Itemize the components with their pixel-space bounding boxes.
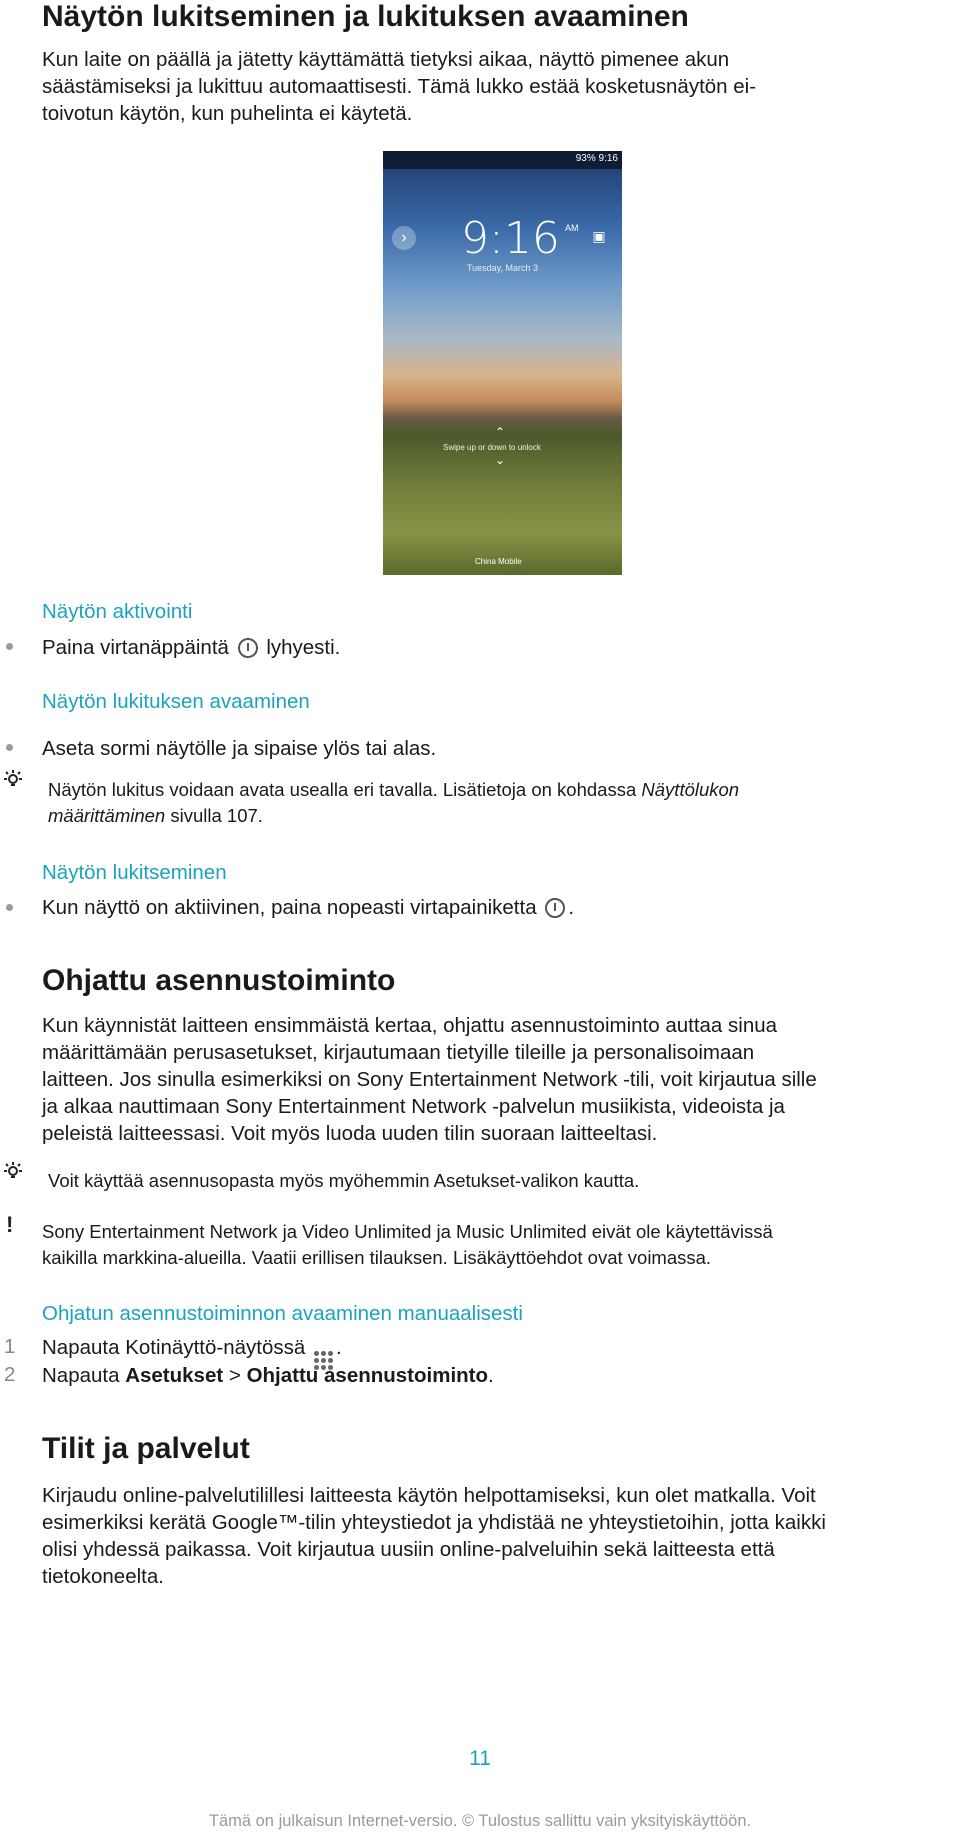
section-title: Näytön lukitseminen ja lukituksen avaaminen — [42, 0, 689, 33]
setup-paragraph — [42, 1012, 817, 1147]
camera-icon[interactable]: ▣ — [592, 228, 606, 244]
lock-step: Kun näyttö on aktiivinen, paina nopeasti virtapainiketta . — [42, 896, 575, 919]
step-2: Napauta Asetukset > Ohjattu asennustoiminto. — [42, 1364, 494, 1387]
intro-paragraph — [42, 46, 756, 127]
setup-tip: Voit käyttää asennusopasta myös myöhemmin Asetukset-valikon kautta. — [48, 1170, 640, 1191]
chevron-right-icon[interactable]: › — [392, 226, 416, 250]
text-line: toivotun käytön, kun puhelinta ei käytetä. — [42, 102, 413, 125]
text-line: kaikilla markkina-alueilla. Vaatii erillisen tilauksen. Lisäkäyttöehdot ovat voimassa. — [42, 1247, 712, 1268]
text-line: määrittämään perusasetukset, kirjautumaan tietyille tileille ja personalisoimaan — [42, 1041, 755, 1064]
text-line: esimerkiksi kerätä Google™-tilin yhteystiedot ja yhdistää ne yhteystietoihin, jotta kaikki — [42, 1511, 826, 1534]
lightbulb-icon — [2, 768, 24, 790]
page-number: 11 — [469, 1747, 491, 1770]
clock-time: 9:16 — [461, 213, 560, 264]
manual-heading: Ohjatun asennustoiminnon avaaminen manuaalisesti — [42, 1302, 523, 1325]
swipe-hint: Swipe up or down to unlock — [443, 443, 541, 452]
lightbulb-icon — [2, 1160, 24, 1182]
power-icon — [545, 898, 565, 918]
unlock-heading: Näytön lukituksen avaaminen — [42, 690, 310, 713]
accounts-paragraph — [42, 1482, 826, 1590]
text-line: tietokoneelta. — [42, 1565, 164, 1588]
text-line: ja alkaa nauttimaan Sony Entertainment Network -palvelun musiikista, videoista ja — [42, 1095, 785, 1118]
clock-date: Tuesday, March 3 — [467, 263, 539, 273]
step-number: 1 — [4, 1335, 16, 1358]
text-line: Kirjaudu online-palvelutilillesi laitteesta käytön helpottamiseksi, kun olet matkalla. Voit — [42, 1484, 816, 1507]
status-text: 93% 9:16 — [575, 153, 618, 164]
unlock-tip: Näytön lukitus voidaan avata usealla eri tavalla. Lisätietoja on kohdassa Näyttölukon määrittäminen sivulla 107. — [48, 779, 740, 826]
step-number: 2 — [4, 1363, 16, 1386]
text-line: Kun käynnistät laitteen ensimmäistä kertaa, ohjattu asennustoiminto auttaa sinua — [42, 1014, 778, 1037]
bullet-marker — [6, 744, 13, 751]
activate-step: Paina virtanäppäintä lyhyesti. — [42, 636, 341, 659]
power-icon — [238, 638, 258, 658]
step-1: Napauta Kotinäyttö-näytössä . — [42, 1334, 342, 1370]
text-line: Sony Entertainment Network ja Video Unlimited ja Music Unlimited eivät ole käytettävissä — [42, 1221, 773, 1242]
text-line: laitteen. Jos sinulla esimerkiksi on Sony Entertainment Network -tili, voit kirjautua sille — [42, 1068, 817, 1091]
carrier-label: China Mobile — [475, 557, 522, 566]
section-title: Ohjattu asennustoiminto — [42, 964, 396, 997]
text-line: Kun laite on päällä ja jätetty käyttämättä tietyksi aikaa, näyttö pimenee akun — [42, 48, 730, 71]
text-line: peleistä laitteessasi. Voit myös luoda uuden tilin suoraan laitteeltasi. — [42, 1122, 658, 1145]
unlock-step: Aseta sormi näytölle ja sipaise ylös tai alas. — [42, 737, 437, 760]
clock-ampm: AM — [565, 223, 579, 233]
availability-note — [42, 1219, 773, 1271]
exclamation-icon: ! — [6, 1212, 14, 1237]
section-title: Tilit ja palvelut — [42, 1432, 250, 1465]
chevron-down-icon: ⌄ — [495, 453, 506, 467]
text-line: olisi yhdessä paikassa. Voit kirjautua uusiin online-palveluihin sekä laitteesta että — [42, 1538, 775, 1561]
chevron-up-icon: ⌃ — [495, 425, 506, 439]
lock-heading: Näytön lukitseminen — [42, 861, 227, 884]
activate-heading: Näytön aktivointi — [42, 600, 193, 623]
bullet-marker — [6, 904, 13, 911]
footer-note: Tämä on julkaisun Internet-versio. © Tulostus sallittu vain yksityiskäyttöön. — [208, 1812, 752, 1830]
text-line: säästämiseksi ja lukittuu automaattisesti. Tämä lukko estää kosketusnäytön ei- — [42, 75, 757, 98]
lock-screen-screenshot — [383, 151, 622, 575]
bullet-marker — [6, 643, 13, 650]
